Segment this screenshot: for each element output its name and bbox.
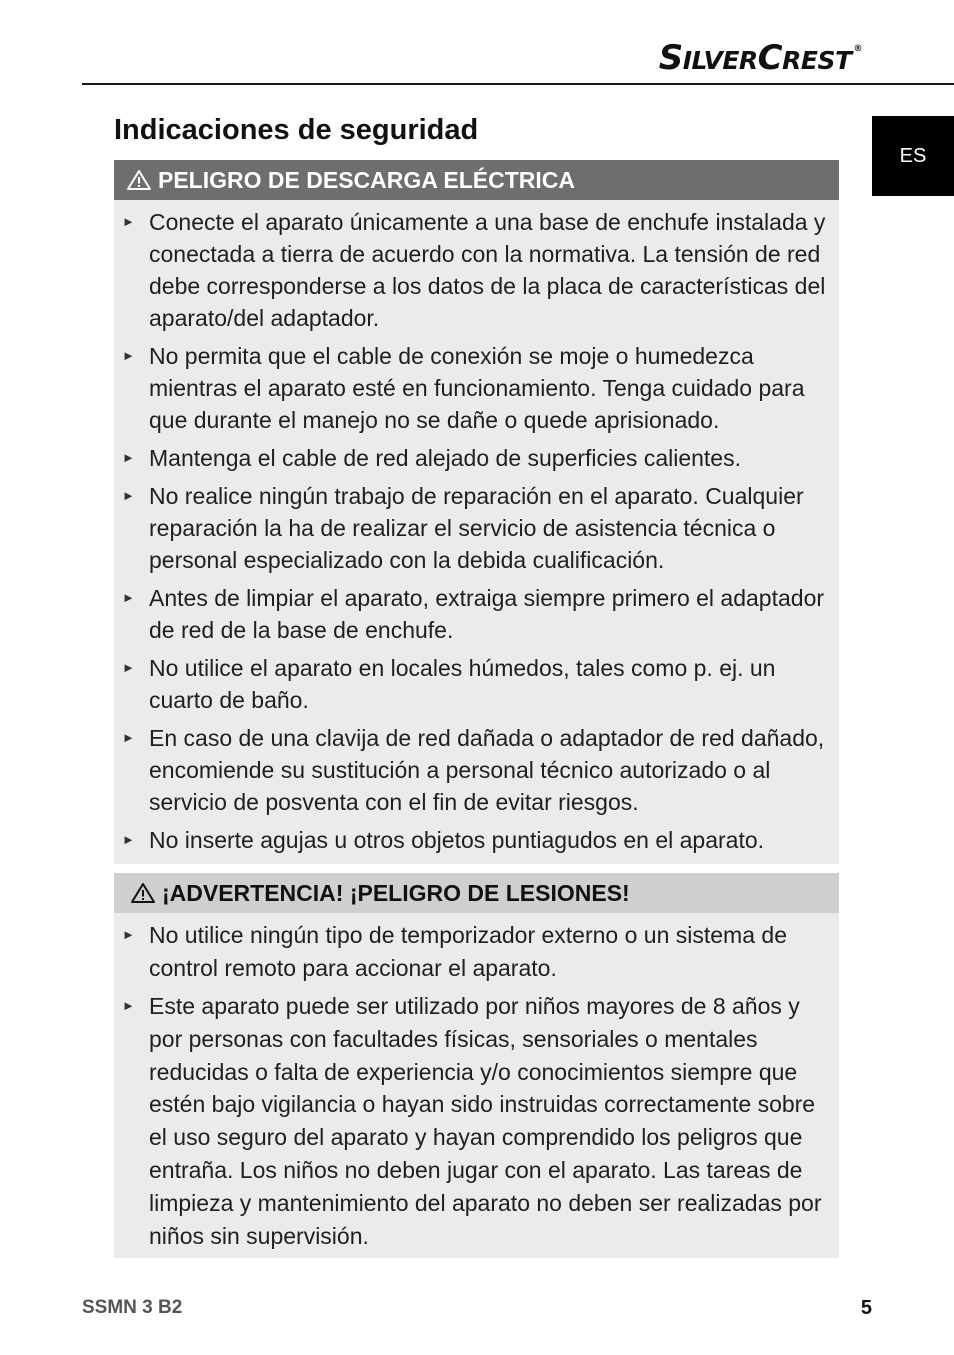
item-text: Antes de limpiar el aparato, extraiga siempre primero el adaptador de red de la base de enchufe. [149, 585, 825, 643]
list-item [122, 480, 833, 576]
logo-letters: REST [782, 46, 852, 75]
bullet-arrow-icon: ► [122, 348, 135, 363]
bullet-arrow-icon: ► [122, 998, 135, 1013]
brand-logo [659, 38, 862, 78]
logo-letter: S [658, 38, 683, 78]
bullet-arrow-icon: ► [122, 450, 135, 465]
heading-text: PELIGRO DE DESCARGA ELÉCTRICA [158, 166, 576, 193]
logo-letters: ILVER [682, 46, 758, 75]
injury-warning-box [114, 873, 839, 1258]
language-tab [872, 116, 954, 196]
bullet-arrow-icon: ► [122, 488, 135, 503]
item-text: No utilice el aparato en locales húmedos, tales como p. ej. un cuarto de baño. [149, 655, 776, 713]
list-item [122, 442, 833, 474]
logo-letter: C [757, 38, 783, 78]
list-item [122, 722, 833, 818]
footer-model: SSMN 3 B2 [82, 1297, 183, 1318]
section-title: Indicaciones de seguridad [114, 114, 479, 146]
bullet-arrow-icon: ► [122, 214, 135, 229]
item-text: No realice ningún trabajo de reparación en el aparato. Cualquier reparación la ha de realizar el servicio de asistencia técnica o personal especializado con la debida cualificación. [149, 483, 804, 573]
header-rule [82, 83, 954, 85]
electric-shock-box [114, 160, 839, 864]
bullet-arrow-icon: ► [122, 832, 135, 847]
heading-text: ¡ADVERTENCIA! ¡PELIGRO DE LESIONES! [162, 879, 630, 906]
warning-triangle-icon [130, 882, 156, 904]
list-item [122, 824, 833, 856]
item-text: Mantenga el cable de red alejado de superficies calientes. [149, 445, 741, 471]
item-text: Este aparato puede ser utilizado por niños mayores de 8 años y por personas con facultades físicas, sensoriales o mentales reducidas o falta de experiencia y/o conocimientos siempre que estén bajo vigilancia o hayan sido instruidas correctamente sobre el uso seguro del aparato y hayan comprendido los peligros que entraña. Los niños no deben jugar con el aparato. Las tareas de limpieza y mantenimiento del aparato no deben ser realizadas por niños sin supervisión. [149, 993, 822, 1249]
item-text: No inserte agujas u otros objetos puntiagudos en el aparato. [149, 827, 765, 853]
list-item [122, 990, 833, 1252]
warning-triangle-icon [126, 169, 152, 191]
item-text: No utilice ningún tipo de temporizador externo o un sistema de control remoto para accionar el aparato. [149, 922, 787, 981]
language-tab-label: ES [899, 144, 927, 167]
bullet-arrow-icon: ► [122, 660, 135, 675]
bullet-arrow-icon: ► [122, 590, 135, 605]
list-item [122, 919, 833, 985]
list-item [122, 652, 833, 716]
list-item [122, 206, 833, 334]
bullet-arrow-icon: ► [122, 730, 135, 745]
registered-mark: ® [853, 44, 862, 54]
item-text: No permita que el cable de conexión se moje o humedezca mientras el aparato esté en funcionamiento. Tenga cuidado para que durante el manejo no se dañe o quede aprisionado. [149, 343, 805, 433]
list-item [122, 582, 833, 646]
item-text: En caso de una clavija de red dañada o adaptador de red dañado, encomiende su sustitución a personal técnico autorizado o al servicio de posventa con el fin de evitar riesgos. [149, 725, 825, 815]
bullet-arrow-icon: ► [122, 927, 135, 942]
injury-warning-heading [114, 873, 839, 913]
list-item [122, 340, 833, 436]
page-number: 5 [860, 1297, 872, 1319]
electric-shock-heading [114, 160, 839, 200]
item-text: Conecte el aparato únicamente a una base de enchufe instalada y conectada a tierra de acuerdo con la normativa. La tensión de red debe corresponderse a los datos de la placa de características del aparato/del adaptador. [149, 209, 826, 331]
